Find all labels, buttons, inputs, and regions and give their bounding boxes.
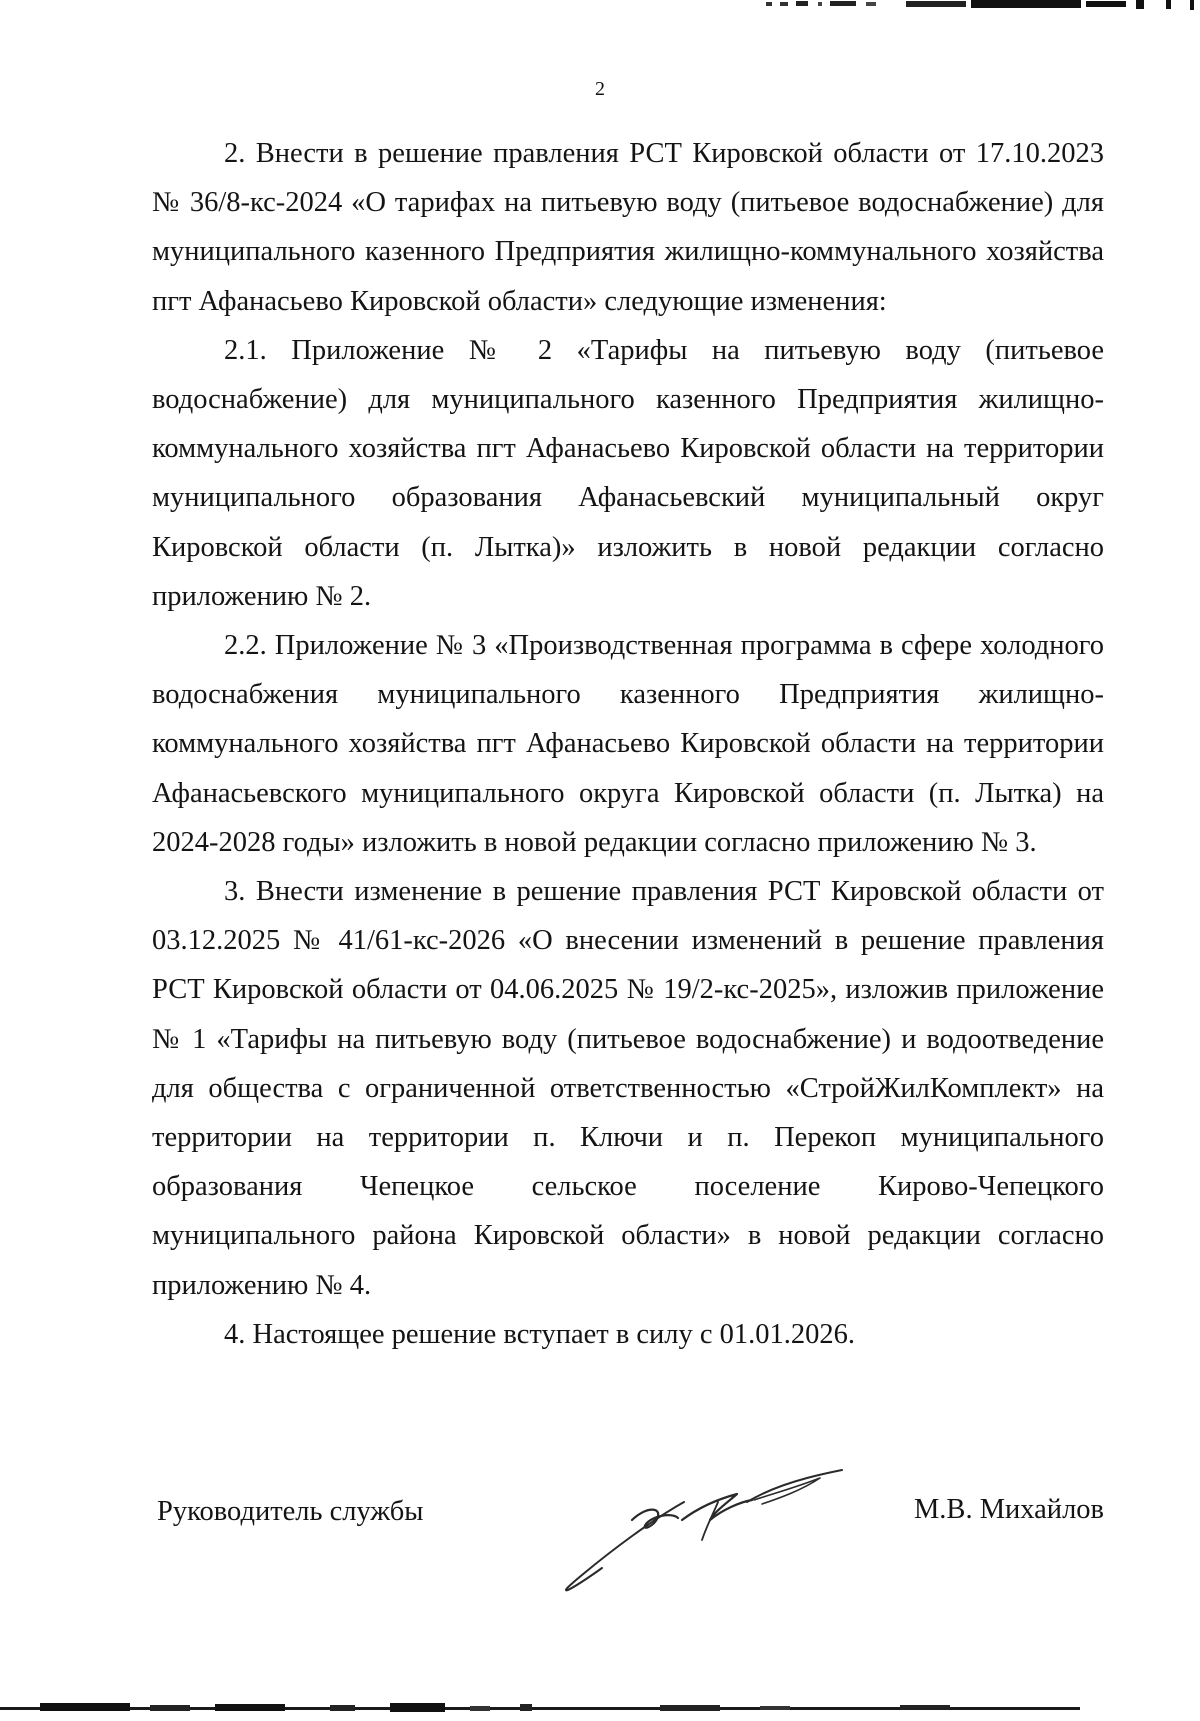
handwritten-signature (532, 1450, 862, 1600)
signer-name: М.В. Михайлов (913, 1494, 1104, 1525)
paragraph-2: 2. Внести в решение правления РСТ Кировской области от 17.10.2023 № 36/8-кс-2024 «О тарифах на питьевую воду (питьевое водоснабжение) для муниципального казенного Предприятия жилищно-коммунального хозяйства пгт Афанасьево Кировской области» следующие изменения: (152, 138, 1104, 317)
scan-artifact-top (766, 0, 1196, 10)
page-number: 2 (595, 78, 605, 100)
paragraph-4: 4. Настоящее решение вступает в силу с 01.01.2026. (224, 1318, 856, 1350)
scan-artifact-bottom (0, 1703, 1080, 1717)
signature-block (152, 1450, 1104, 1620)
signer-title: Руководитель службы (157, 1496, 424, 1527)
paragraph-2-2: 2.2. Приложение № 3 «Производственная программа в сфере холодного водоснабжения муниципального казенного Предприятия жилищно-коммунального хозяйства пгт Афанасьево Кировской области на территории Афанасьевского муниципального округа Кировской области (п. Лытка) на 2024-2028 годы» изложить в новой редакции согласно приложению № 3. (152, 630, 1104, 858)
paragraph-2-1: 2.1. Приложение № 2 «Тарифы на питьевую воду (питьевое водоснабжение) для муниципального казенного Предприятия жилищно-коммунального хозяйства пгт Афанасьево Кировской области на территории муниципального образования Афанасьевский муниципальный округ Кировской области (п. Лытка)» изложить в новой редакции согласно приложению № 2. (152, 334, 1104, 612)
paragraph-3: 3. Внести изменение в решение правления РСТ Кировской области от 03.12.2025 № 41/61-кс-2026 «О внесении изменений в решение правления РСТ Кировской области от 04.06.2025 № 19/2-кс-2025», изложив приложение № 1 «Тарифы на питьевую воду (питьевое водоснабжение) и водоотведение для общества с ограниченной ответственностью «СтройЖилКомплект» на территории на территории п. Ключи и п. Перекоп муниципального образования Чепецкое сельское поселение Кирово-Чепецкого муниципального района Кировской области» в новой редакции согласно приложению № 4. (152, 876, 1104, 1301)
document-body (152, 129, 1104, 1359)
